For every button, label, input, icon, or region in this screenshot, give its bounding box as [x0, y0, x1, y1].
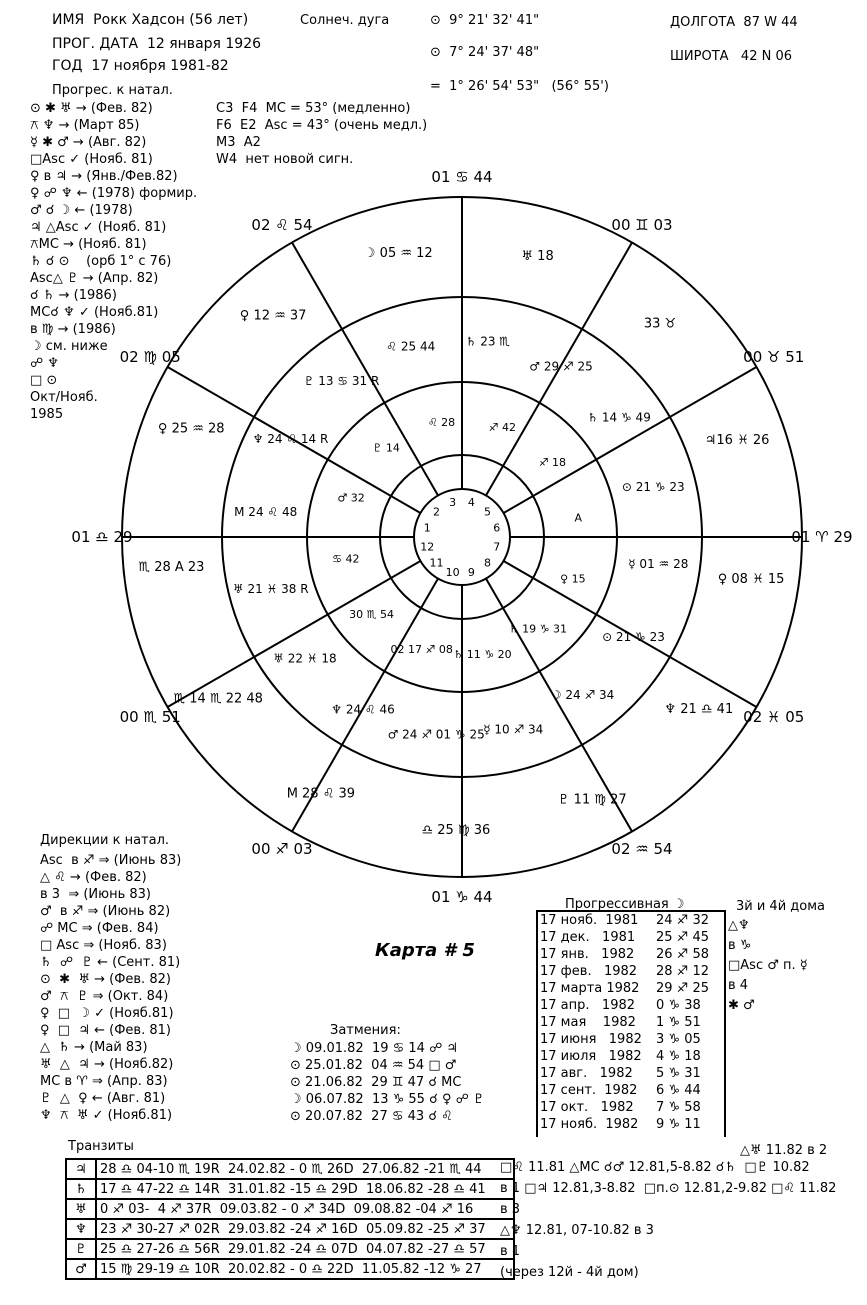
prog-moon-row [540, 912, 709, 929]
progression-item: ♃ △Asc ✓ (Нояб. 81) [30, 220, 167, 235]
prog-moon-row [540, 997, 709, 1014]
direction-item: ♂ в ♐ ⇒ (Июнь 82) [40, 904, 171, 919]
outer-ring-label: ♃16 ♓ 26 [704, 433, 770, 449]
prog-moon-date: 17 мая 1982 [540, 1015, 636, 1030]
outer-ring-label: ♅ 18 [521, 248, 554, 264]
transit-detail: 23 ♐ 30-27 ♐ 02R 29.03.82 -24 ♐ 16D 05.09.82 -25 ♐ 37 [96, 1219, 514, 1239]
direction-item: ♅ △ ♃ → (Нояб.82) [40, 1057, 174, 1072]
prog-moon-date: 17 фев. 1982 [540, 964, 638, 979]
house-number: 7 [493, 540, 501, 554]
direction-item: ☍ MC ⇒ (Фев. 84) [40, 921, 159, 936]
prog-moon-pos: 24 ♐ 32 [656, 913, 710, 928]
progression-item: ⚻MC → (Нояб. 81) [30, 237, 147, 252]
prog-moon-date: 17 июля 1982 [540, 1049, 642, 1064]
prog-moon-title: Прогрессивная ☽ [565, 897, 685, 912]
house-number: 8 [483, 556, 491, 570]
progression-item: Asc△ ♇ → (Апр. 82) [30, 271, 159, 286]
prog-moon-pos: 3 ♑ 05 [656, 1032, 701, 1047]
transit-row [66, 1239, 514, 1259]
prog-date-line: ПРОГ. ДАТА 12 января 1926 [52, 36, 262, 52]
prog-moon-row [540, 1082, 709, 1099]
prog-moon-table [540, 912, 709, 1133]
prog-moon-date: 17 авг. 1982 [540, 1066, 633, 1081]
outer-ring-label: ♎ 25 ♍ 36 [421, 822, 491, 838]
arc-line-3: = 1° 26' 54' 53" (56° 55') [430, 79, 609, 94]
prog-moon-pos: 26 ♐ 58 [656, 947, 710, 962]
progression-item: ☍ ♆ [30, 356, 59, 371]
middle-ring-label: ⊙ 21 ♑ 23 [621, 479, 685, 494]
transit-planet: ♅ [66, 1199, 96, 1219]
transit-note: в 1 [500, 1244, 521, 1259]
progression-item: ⊙ ✱ ♅ → (Фев. 82) [30, 101, 153, 116]
middle-ring-label: ♅ 22 ♓ 18 [273, 651, 337, 666]
chart-title: Карта # 5 [375, 940, 475, 961]
house-cusp-label: 02 ♒ 54 [611, 839, 673, 858]
house-cusp-line [504, 367, 757, 513]
eclipse-item: ⊙ 21.06.82 29 ♊ 47 ☌ MC [290, 1075, 462, 1090]
prog-moon-pos: 1 ♑ 51 [656, 1015, 701, 1030]
prog-moon-note: в ♑ [728, 938, 752, 953]
middle-ring-label: ♇ 13 ♋ 31 R [303, 373, 380, 388]
transit-row [66, 1219, 514, 1239]
house-cusp-line [292, 243, 438, 496]
progression-item: □Asc ✓ (Нояб. 81) [30, 152, 153, 167]
inner-ring-label: ♌ 28 [427, 415, 456, 429]
outer-ring-label: ♏ 14 ♏ 22 48 [173, 691, 263, 707]
direction-item: ♀ □ ♃ ← (Фев. 81) [40, 1023, 171, 1038]
eclipse-item: ⊙ 20.07.82 27 ♋ 43 ☌ ♌ [290, 1109, 453, 1124]
house-cusp-label: 00 ♐ 03 [251, 839, 313, 858]
transit-note: (через 12й - 4й дом) [500, 1265, 639, 1280]
inner-ring-label: ♄ 19 ♑ 31 [508, 622, 567, 636]
transit-row [66, 1259, 514, 1279]
prog-moon-row [540, 1031, 709, 1048]
direction-item: ♂ ⚻ ♇ ⇒ (Окт. 84) [40, 989, 169, 1004]
outer-ring-label: ♀ 25 ♒ 28 [157, 421, 225, 437]
prog-moon-pos: 5 ♑ 31 [656, 1066, 701, 1081]
middle-ring-label: ♌ 25 44 [386, 339, 436, 354]
house-cusp-line [486, 579, 632, 832]
progression-item: ♂ ☌ ☽ ← (1978) [30, 203, 133, 218]
outer-ring-label: M 28 ♌ 39 [286, 786, 356, 802]
progression-side-item: W4 нет новой сигн. [216, 152, 354, 167]
arc-line-2: ⊙ 7° 24' 37' 48" [430, 45, 540, 60]
middle-ring-label: ♅ 21 ♓ 38 R [232, 582, 309, 597]
direction-item: ♀ □ ☽ ✓ (Нояб.81) [40, 1006, 174, 1021]
eclipse-item: ☽ 06.07.82 13 ♑ 55 ☌ ♀ ☍ ♇ [290, 1092, 485, 1107]
progression-item: MC☌ ♆ ✓ (Нояб.81) [30, 305, 159, 320]
wheel-ring-4 [414, 489, 510, 585]
inner-ring-label: ♐ 18 [538, 456, 567, 470]
prog-moon-row [540, 1065, 709, 1082]
direction-item: ⊙ ✱ ♅ → (Фев. 82) [40, 972, 171, 987]
progression-item: Окт/Нояб. [30, 390, 98, 405]
house-cusp-label: 01 ♑ 44 [431, 888, 493, 906]
transit-planet: ♆ [66, 1219, 96, 1239]
prog-moon-date: 17 окт. 1982 [540, 1100, 634, 1115]
prog-moon-side-notes [728, 916, 808, 1016]
progression-item: □ ⊙ [30, 373, 58, 388]
direction-item: ♇ △ ♀ ← (Авг. 81) [40, 1091, 166, 1106]
prog-moon-row [540, 1048, 709, 1065]
inner-ring-label: ♇ 14 [372, 441, 400, 455]
progression-item: ☿ ✱ ♂ → (Авг. 82) [30, 135, 147, 150]
house-cusp-label: 01 ♋ 44 [431, 168, 493, 186]
direction-item: Asc в ♐ ⇒ (Июнь 83) [40, 853, 182, 868]
house-cusp-label: 01 ♎ 29 [71, 528, 133, 546]
middle-ring-label: ☿ 01 ♒ 28 [628, 556, 689, 571]
house-number: 5 [483, 505, 491, 519]
house-number: 4 [467, 496, 475, 510]
direction-item: □ Asc ⇒ (Нояб. 83) [40, 938, 167, 953]
middle-ring-label: ♆ 24 ♌ 14 R [252, 432, 329, 446]
direction-item: ♄ ☍ ♇ ← (Сент. 81) [40, 955, 181, 970]
progression-side-item: F6 E2 Asc = 43° (очень медл.) [216, 118, 428, 133]
house-cusp-line [504, 561, 757, 707]
prog-moon-houses-label: 3й и 4й дома [736, 899, 826, 914]
middle-ring-label: ♄ 23 ♏ [465, 334, 511, 349]
outer-ring-label: ♆ 21 ♎ 41 [664, 701, 734, 717]
prog-moon-row [540, 980, 709, 997]
solar-arc-label: Солнеч. дуга [300, 13, 390, 28]
outer-ring-label: ♀ 12 ♒ 37 [239, 308, 307, 324]
inner-ring-label: ♐ 42 [488, 421, 517, 435]
house-cusp-line [168, 561, 421, 707]
wheel-ring-2 [307, 382, 617, 692]
outer-ring-label: 33 ♉ [643, 316, 677, 332]
middle-ring-label: ♂ 29 ♐ 25 [529, 359, 593, 374]
progression-item: в ♍ → (1986) [30, 322, 116, 337]
transit-detail: 25 ♎ 27-26 ♎ 56R 29.01.82 -24 ♎ 07D 04.07.82 -27 ♎ 57 [96, 1239, 514, 1259]
house-number: 12 [420, 540, 435, 554]
inner-ring-label: 02 17 ♐ 08 [390, 642, 453, 656]
direction-item: △ ♌ → (Фев. 82) [40, 870, 147, 885]
progression-item: ☌ ♄ → (1986) [30, 288, 117, 303]
directions-list [40, 852, 181, 1124]
house-number: 3 [449, 496, 457, 510]
longitude: ДОЛГОТА 87 W 44 [670, 15, 798, 30]
house-cusp-line [292, 579, 438, 832]
transit-planet: ♂ [66, 1259, 96, 1279]
progressions-title: Прогрес. к натал. [52, 83, 173, 98]
transit-detail: 15 ♍ 29-19 ♎ 10R 20.02.82 - 0 ♎ 22D 11.05.82 -12 ♑ 27 [96, 1259, 514, 1279]
middle-ring-label: ♆ 24 ♌ 46 [331, 702, 395, 717]
directions-title: Дирекции к натал. [40, 833, 170, 848]
prog-moon-date: 17 марта 1982 [540, 981, 640, 996]
transit-note: в 1 □♃ 12.81,3-8.82 □п.⊙ 12.81,2-9.82 □♌ 11.82 [500, 1181, 837, 1196]
prog-moon-pos: 9 ♑ 11 [656, 1117, 701, 1132]
prog-moon-row [540, 1116, 709, 1133]
transit-note: в 3 [500, 1202, 521, 1217]
outer-ring-label: ♏ 28 A 23 [138, 560, 205, 576]
transit-detail: 17 ♎ 47-22 ♎ 14R 31.01.82 -15 ♎ 29D 18.06.82 -28 ♎ 41 [96, 1179, 514, 1199]
progression-side-item: M3 A2 [216, 135, 261, 150]
house-cusp-label: 00 ♏ 51 [119, 708, 181, 726]
inner-ring-label: 30 ♏ 54 [349, 607, 395, 621]
progression-side-item: C3 F4 MC = 53° (медленно) [216, 101, 411, 116]
prog-moon-date: 17 нояб. 1981 [540, 913, 639, 928]
prog-moon-row [540, 963, 709, 980]
house-cusp-label: 02 ♌ 54 [251, 216, 313, 235]
prog-moon-note: в 4 [728, 978, 749, 993]
prog-moon-date: 17 янв. 1982 [540, 947, 635, 962]
transit-planet: ♇ [66, 1239, 96, 1259]
direction-item: ♆ ⚻ ♅ ✓ (Нояб.81) [40, 1108, 173, 1123]
prog-moon-date: 17 дек. 1981 [540, 930, 636, 945]
transit-detail: 28 ♎ 04-10 ♏ 19R 24.02.82 - 0 ♏ 26D 27.06.82 -21 ♏ 44 [96, 1159, 514, 1179]
house-cusp-label: 02 ♍ 05 [119, 348, 181, 366]
prog-moon-row [540, 946, 709, 963]
prog-moon-date: 17 июня 1982 [540, 1032, 642, 1047]
prog-moon-note: □Asc ♂ п. ☿ [728, 958, 808, 973]
middle-ring-label: ♄ 14 ♑ 49 [587, 410, 651, 425]
prog-moon-row [540, 929, 709, 946]
progression-item: ♀ в ♃ → (Янв./Фев.82) [30, 169, 178, 184]
progression-item: ♄ ☌ ⊙ (орб 1° с 76) [30, 254, 172, 269]
middle-ring-label: M 24 ♌ 48 [234, 505, 298, 520]
transits-table [65, 1158, 515, 1280]
transit-note: △♆ 12.81, 07-10.82 в 3 [500, 1223, 654, 1238]
transit-row [66, 1199, 514, 1219]
inner-ring-label: A [574, 511, 582, 525]
house-cusp-line [168, 367, 421, 513]
house-cusp-line [486, 243, 632, 496]
outer-ring-label: ♀ 08 ♓ 15 [717, 572, 785, 588]
eclipses-list [290, 1040, 485, 1125]
transit-row [66, 1179, 514, 1199]
eclipse-item: ☽ 09.01.82 19 ♋ 14 ☍ ♃ [290, 1041, 459, 1056]
middle-ring-label: ☿ 10 ♐ 34 [483, 722, 544, 737]
house-cusp-label: 01 ♈ 29 [791, 528, 853, 546]
transit-planet: ♄ [66, 1179, 96, 1199]
transits-top-note: △♅ 11.82 в 2 [740, 1143, 828, 1158]
wheel-ring-3 [380, 455, 544, 619]
prog-moon-date: 17 нояб. 1982 [540, 1117, 639, 1132]
progressions-side-list [216, 100, 427, 168]
transits-title: Транзиты [68, 1139, 134, 1154]
inner-ring-label: ♄ 11 ♑ 20 [453, 648, 512, 662]
progression-item: 1985 [30, 407, 64, 422]
prog-moon-pos: 0 ♑ 38 [656, 998, 701, 1013]
prog-moon-note: ✱ ♂ [728, 998, 755, 1013]
prog-moon-pos: 6 ♑ 44 [656, 1083, 701, 1098]
progressions-list [30, 100, 197, 423]
wheel-ring-0 [119, 197, 805, 877]
wheel-ring-1 [222, 297, 702, 777]
transit-detail: 0 ♐ 03- 4 ♐ 37R 09.03.82 - 0 ♐ 34D 09.08.82 -04 ♐ 16 [96, 1199, 514, 1219]
inner-ring-label: ♂ 32 [337, 491, 365, 505]
direction-item: в 3 ⇒ (Июнь 83) [40, 887, 152, 902]
prog-moon-note: △♆ [728, 918, 750, 933]
house-number: 2 [433, 505, 441, 519]
house-number: 10 [445, 565, 460, 579]
latitude: ШИРОТА 42 N 06 [670, 49, 793, 64]
prog-moon-date: 17 апр. 1982 [540, 998, 636, 1013]
outer-ring-label: ♇ 11 ♍ 27 [557, 792, 627, 808]
middle-ring-label: ☽ 24 ♐ 34 [550, 688, 615, 703]
prog-moon-pos: 29 ♐ 25 [656, 981, 710, 996]
prog-moon-row [540, 1099, 709, 1116]
name-line: ИМЯ Рокк Хадсон (56 лет) [52, 12, 249, 28]
prog-moon-pos: 25 ♐ 45 [656, 930, 710, 945]
middle-ring-label: ♂ 24 ♐ 01 ♑ 25 [387, 727, 485, 742]
eclipse-item: ⊙ 25.01.82 04 ♒ 54 □ ♂ [290, 1058, 457, 1073]
progression-item: ☽ см. ниже [30, 339, 108, 354]
inner-ring-label: ♀ 15 [560, 572, 586, 586]
direction-item: △ ♄ → (Май 83) [40, 1040, 148, 1055]
house-cusp-label: 02 ♓ 05 [743, 708, 805, 726]
inner-ring-label: ♋ 42 [332, 552, 360, 566]
progression-item: ⚻ ♆ → (Март 85) [30, 118, 140, 133]
middle-ring-label: ⊙ 21 ♑ 23 [602, 630, 665, 644]
prog-moon-date: 17 сент. 1982 [540, 1083, 638, 1098]
year-line: ГОД 17 ноября 1981-82 [52, 58, 229, 74]
house-cusp-label: 00 ♉ 51 [743, 348, 805, 366]
house-number: 6 [493, 521, 501, 535]
prog-moon-pos: 28 ♐ 12 [656, 964, 710, 979]
transit-row [66, 1159, 514, 1179]
transit-note: □♌ 11.81 △MC ☌♂ 12.81,5-8.82 ☌♄ □♇ 10.82 [500, 1160, 810, 1175]
arc-line-1: ⊙ 9° 21' 32' 41" [430, 13, 540, 28]
prog-moon-row [540, 1014, 709, 1031]
outer-ring-label: ☽ 05 ♒ 12 [363, 246, 433, 262]
progression-item: ♀ ☍ ♆ ← (1978) формир. [30, 186, 198, 201]
house-number: 1 [423, 521, 431, 535]
prog-moon-pos: 4 ♑ 18 [656, 1049, 701, 1064]
transit-planet: ♃ [66, 1159, 96, 1179]
house-cusp-label: 00 ♊ 03 [611, 216, 673, 235]
house-number: 9 [467, 565, 475, 579]
house-number: 11 [429, 556, 444, 570]
direction-item: MC в ♈ ⇒ (Апр. 83) [40, 1074, 168, 1089]
eclipses-title: Затмения: [330, 1023, 401, 1038]
prog-moon-pos: 7 ♑ 58 [656, 1100, 701, 1115]
